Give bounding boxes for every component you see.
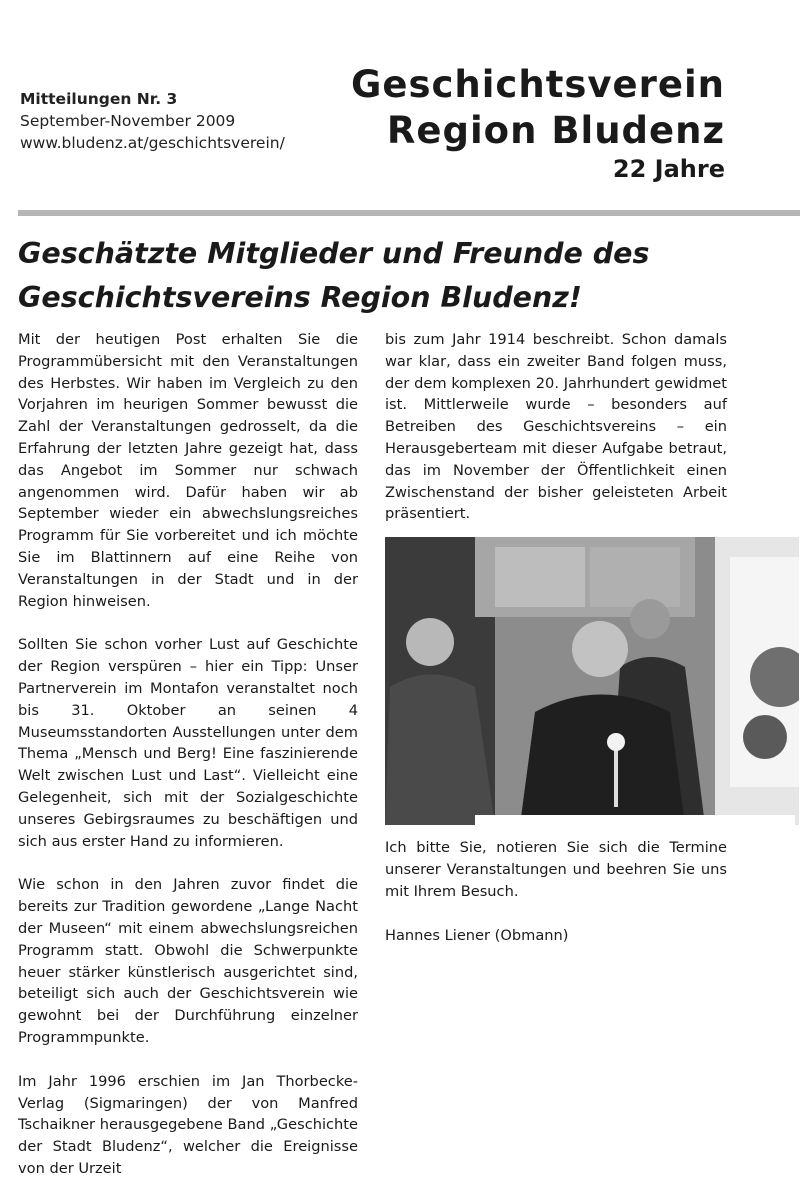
paragraph: Mit der heutigen Post erhalten Sie die Programmübersicht mit den Veranstaltungen des Herbstes. Wir haben im Vergleich zu den Vorjahren im heurigen Sommer bewusst die Zahl der Veranstaltungen gedrosselt, da die Erfahrung der letzten Jahre gezeigt hat, dass das Angebot im Sommer nur schwach angenommen wird. Dafür haben wir ab September wieder ein abwechslungsreiches Programm für Sie vorbereitet und ich möchte Sie im Blattinnern auf eine Reihe von Veranstaltungen in der Stadt und in der Region hinweisen. xyxy=(18,331,358,610)
issue-info xyxy=(20,88,285,154)
paragraph: bis zum Jahr 1914 beschreibt. Schon damals war klar, dass ein zweiter Band folgen muss, der dem komplexen 20. Jahrhundert gewidmet ist. Mittlerweile wurde – besonders auf Betreiben des Geschichtsvereins – ein Herausgeberteam mit dieser Aufgabe betraut, das im November der Öffentlichkeit einen Zwischenstand der bisher geleisteten Arbeit präsentiert. xyxy=(385,331,727,523)
paragraph: Wie schon in den Jahren zuvor findet die bereits zur Tradition gewordene „Lange Nacht der Museen“ mit einem abwechslungsreichen Programm statt. Obwohl die Schwerpunkte heuer stärker künstlerisch ausgerichtet sind, beteiligt sich auch der Geschichtsverein wie gewohnt bei der Durchführung einzelner Programmpunkte. xyxy=(18,876,358,1046)
paragraph: Im Jahr 1996 erschien im Jan Thorbecke-Verlag (Sigmaringen) der von Manfred Tschaikner herausgegebene Band „Geschichte der Stadt Bludenz“, welcher die Ereignisse von der Urzeit xyxy=(18,1072,358,1177)
org-name-line2: Region Bludenz xyxy=(386,109,725,152)
org-name-line1: Geschichtsverein xyxy=(350,63,725,106)
article-column-left xyxy=(18,329,358,1202)
signature: Hannes Liener (Obmann) xyxy=(385,926,569,944)
issue-period: September-November 2009 xyxy=(20,112,236,130)
headline-line1: Geschätzte Mitglieder und Freunde des xyxy=(18,237,650,270)
anniversary-label: 22 Jahre xyxy=(612,155,725,183)
paragraph: Ich bitte Sie, notieren Sie sich die Termine unserer Veranstaltungen und beehren Sie uns mit Ihrem Besuch. xyxy=(385,839,727,900)
headline-line2: Geschichtsvereins Region Bludenz! xyxy=(18,281,582,314)
paragraph: Sollten Sie schon vorher Lust auf Geschichte der Region verspüren – hier ein Tipp: Unser Partnerverein im Montafon veranstaltet noch bis 31. Oktober an seinen 4 Museumsstandorten Ausstellungen unter dem Thema „Mensch und Berg! Eine faszinierende Welt zwischen Lust und Last“. Vielleicht eine Gelegenheit, sich mit der Sozialgeschichte unseres Gebirgsraumes zu beschäftigen und sich aus erster Hand zu informieren. xyxy=(18,636,358,850)
event-photo xyxy=(385,537,799,825)
header-divider xyxy=(18,210,800,216)
article-headline xyxy=(18,232,788,320)
event-photo-illustration xyxy=(385,537,799,825)
website-url: www.bludenz.at/geschichtsverein/ xyxy=(20,134,285,152)
article-column-right xyxy=(385,329,727,968)
masthead xyxy=(351,62,725,184)
issue-number: Mitteilungen Nr. 3 xyxy=(20,90,178,108)
